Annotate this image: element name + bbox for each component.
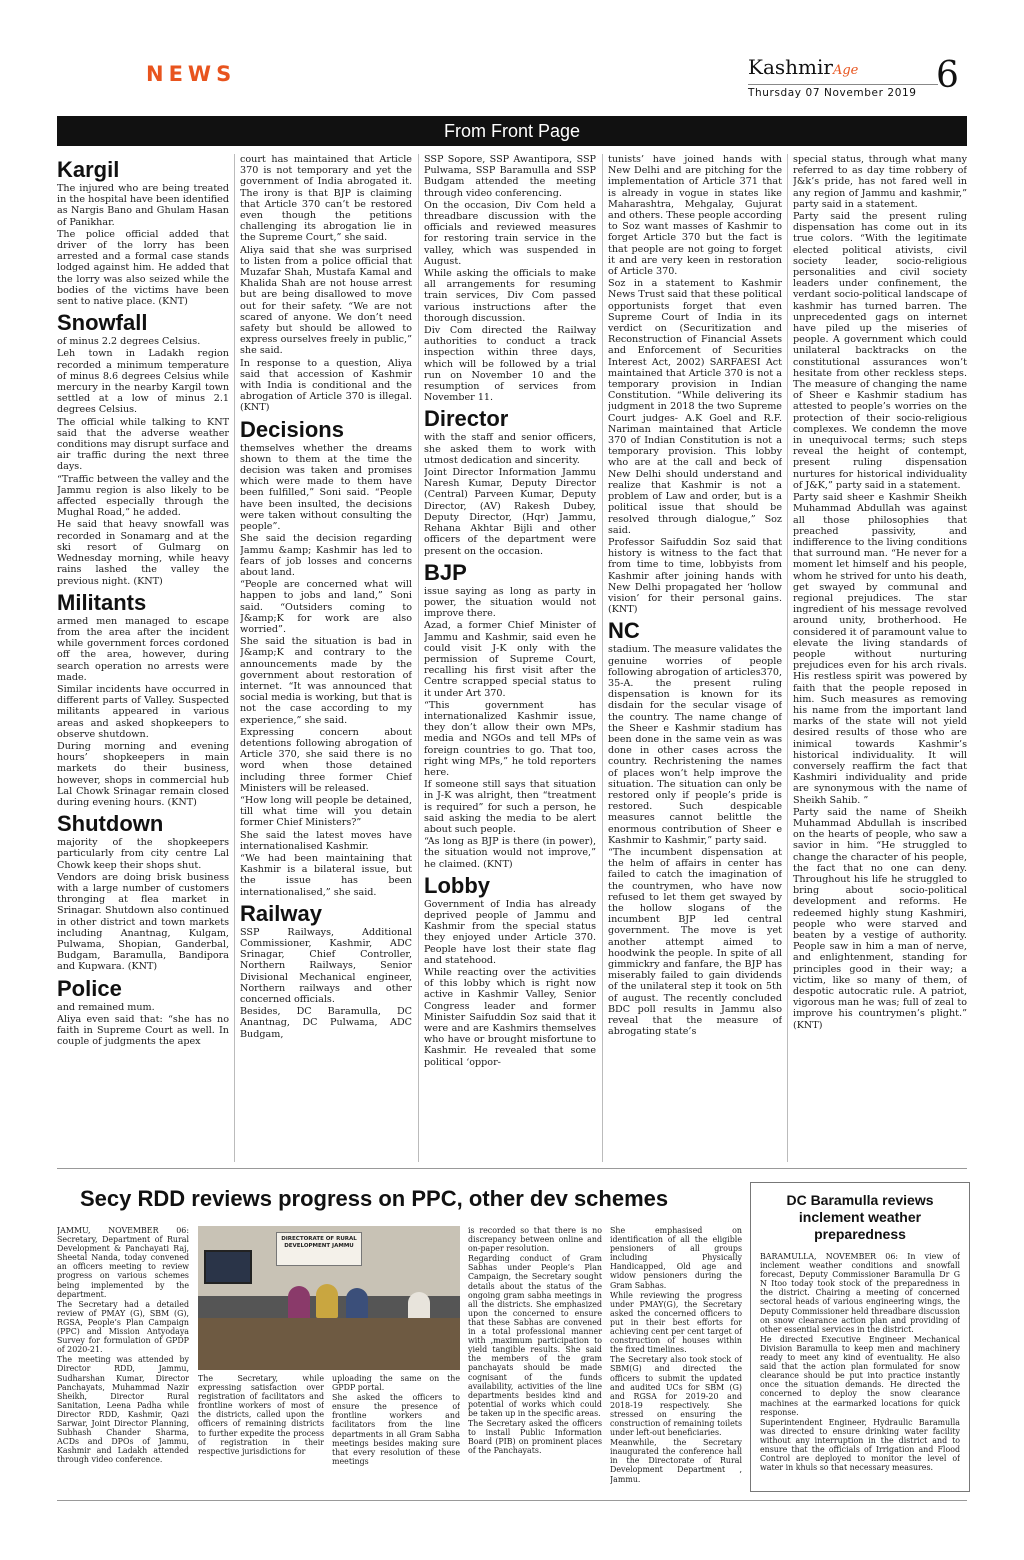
story-paragraph: special status, through what many referred to as day time robbery of J&k’s pride, has not fared well in any region of Jammu and kashmir,” party said in a statement. (793, 154, 967, 210)
story-heading: Police (57, 975, 122, 1001)
story-heading: Lobby (424, 872, 490, 898)
story-paragraph: “The incumbent dispensation at the helm of affairs in center has failed to catch the imagination of the countrymen, who have now refused to let them get swayed by the hollow slogans of the incumbent BJP led central government. The move is yet another attempt aimed to hoodwink the people. In spite of all gimmickry and fanfare, the BJP has miserably failed to gain dividends of the unilateral step it took on 5th of august. The recently concluded BDC poll results in Jammu also reveal that the measure of abrogating state’s (608, 846, 782, 1038)
dc-story-body (760, 1252, 960, 1484)
paper-name-sub: Age (832, 63, 859, 78)
story-paragraph: tunists’ have joined hands with New Delhi and are pitching for the implementation of Article 371 that is already in vogue in states like Maharashtra, Mehgalay, Gujurat and others. These people according to Soz want masses of Kashmir to forget Article 370 but the fact is that people are not going to forget it and are very keen in restoration of Article 370. (608, 154, 782, 278)
rdd-column-3 (332, 1374, 460, 1494)
story-paragraph: of minus 2.2 degrees Celsius. (57, 336, 201, 348)
story-paragraph: Aliya said that she was surprised to listen from a police official that Muzafar Shah, Mustafa Kamal and Khalida Shah are not house arrest but are being disallowed to move out for their safety. “We are not scared of anyone. We don’t need safety but should be allowed to express ourselves freely in public,” she said. (240, 244, 412, 357)
from-front-page-banner: From Front Page (57, 116, 967, 146)
story-paragraph: If someone still says that situation in J-K was alright, then “treatment is required” for such a person, he said asking the media to be alert about such people. (424, 779, 596, 835)
story-paragraph: “We had been maintaining that Kashmir is a bilateral issue, but the issue has been internationalised,” she said. (240, 852, 412, 898)
story-paragraph: While reviewing the progress under PMAY(G), the Secretary asked the concerned officers to put in their best efforts for achieving cent per cent target of construction of houses within the fixed timelines. (610, 1290, 742, 1355)
story-paragraph: The police official added that driver of the lorry has been arrested and a formal case stands lodged against him. He added that the lorry was also seized while the bodies of the victims have been sent to native place. (KNT) (57, 228, 229, 308)
front-page-column-5 (793, 154, 967, 1162)
story-paragraph: While reacting over the activities of this lobby which is right now active in Kashmir Valley, Senior Congress leader and former Minister Saifuddin Soz said that it were and are Kashmirs themselves who have or brought misfortune to Kashmir. He revealed that some political ‘oppor- (424, 967, 596, 1068)
column-rule (234, 154, 235, 1162)
story-paragraph: Meanwhile, the Secretary inaugurated the conference hall in the Directorate of Rural Development Department , Jammu. (610, 1438, 742, 1484)
front-page-column-2 (240, 154, 412, 1162)
story-paragraph: SSP Sopore, SSP Awantipora, SSP Pulwama, SSP Baramulla and SSP Budgam attended the meeting through video conferencing. (424, 154, 596, 199)
rdd-column-5 (610, 1226, 742, 1494)
page-number: 6 (936, 55, 959, 96)
story-heading: Director (424, 406, 509, 432)
story-paragraph: “How long will people be detained, till what time will you detain former Chief Ministers?” (240, 794, 412, 829)
bottom-rule (57, 1500, 967, 1501)
issue-date: Thursday 07 November 2019 (748, 84, 938, 99)
story-paragraph: “Traffic between the valley and the Jammu region is also likely to be affected especially through the Mughal Road,” he added. (57, 473, 229, 519)
story-paragraph: Expressing concern about detentions following abrogation of Article 370, she said there is no word when those detained including three former Chief Ministers will be released. (240, 726, 412, 794)
story-paragraph: The Secretary had a detailed review of PMAY (G), SBM (G), RGSA, People’s Plan Campaign (PPC) and Mission Antyodaya Survey for formulation of GPDP of 2020-21. (57, 1299, 189, 1355)
story-paragraph: On the occasion, Div Com held a threadbare discussion with the officials and reviewed measures for restoring train service in the valley, which was suspended in August. (424, 199, 596, 267)
story-paragraph: majority of the shopkeepers particularly from city centre Lal Chowk keep their shops shut. (57, 837, 229, 871)
story-paragraph: BARAMULLA, NOVEMBER 06: In view of inclement weather conditions and snowfall forecast, Deputy Commissioner Baramulla Dr G N Itoo today took stock of the preparedness in the district. Chairing a meeting of concerned sectoral heads of various engineering wings, the Deputy Commissioner held threadbare discussion on snow clearance action plan and providing of other essential services in the district. (760, 1252, 960, 1334)
story-paragraph: Aliya even said that: “she has no faith in Supreme Court as well. In couple of judgments the apex (57, 1013, 229, 1048)
story-paragraph: Similar incidents have occurred in different parts of Valley. Suspected militants appeared in various areas and asked shopkeepers to observe shutdown. (57, 683, 229, 740)
story-paragraph: She said the decision regarding Jammu &amp; Kashmir has led to fears of job losses and concerns about land. (240, 533, 412, 578)
story-paragraph: Party said sheer e Kashmir Sheikh Muhammad Abdullah was against all those philosophies that preached passivity, and indifference to the living conditions that surround man. “He never for a moment let himself and his people, whom he strived for unto his death, get swayed by communal and regional prejudices. The star ingredient of his message revolved around unity, brotherhood. He considered it of paramount value to elevate the living standards of people without nurturing prejudices even for his arch rivals. His restless spirit was powered by faith that the people reposed in him. Such measures as removing his name from the important land marks of the state will not yield desired results of those who are inimical towards Kashmir’s historical individuality. It will conversely reaffirm the fact that Kashmiri individuality and pride are synonymous with the name of Sheikh Sahib. ” (793, 492, 967, 806)
story-paragraph: Party said the name of Sheikh Muhammad Abdullah is inscribed on the hearts of people, who saw a savior in him. “He struggled to change the character of his people, the fact that no one can deny. Throughout his life he struggled to bring about socio-political development and reforms. He redeemed highly stung Kashmiri, people who were starved and beaten by a vestige of authority. People saw in him a man of nerve, and enlightenment, standing for principles good in their way; a victim, like so many of them, of despotic autocratic rule. A patriot, vigorous man he was; full of zeal to improve his countrymen’s plight.” (KNT) (793, 806, 967, 1031)
story-paragraph: Vendors are doing brisk business with a large number of customers thronging at flea market in Srinagar. Shutdown also continued in other district and town markets including Anantnag, Kulgam, Pulwama, Shopian, Ganderbal, Budgam, Baramulla, Bandipora and Kupwara. (KNT) (57, 871, 229, 973)
story-paragraph: In response to a question, Aliya said that accession of Kashmir with India is conditional and the abrogation of Article 370 is illegal. (KNT) (240, 357, 412, 414)
front-page-column-3 (424, 154, 596, 1162)
front-page-column-1 (57, 154, 229, 1162)
rdd-column-1 (57, 1226, 189, 1494)
story-paragraph: Besides, DC Baramulla, DC Anantnag, DC Pulwama, ADC Budgam, (240, 1006, 412, 1040)
story-paragraph: Party said the present ruling dispensation has come out in its true colors. “With the legitimate elected political ativists, civil society leader, socio-religious personalities and civil society leaders under confinement, the verdant socio-political landscape of kashmir has turned barren. The unprecedented gags on internet have piled up the miseries of people. A government which could unilateral backtracks on the constitutional assurances won’t hesitate from other reckless steps. The measure of changing the name of Sheer e Kashmir stadium has attested to people’s worries on the protection of their socio-religious complexes. We condemn the move in unequivocal terms; such steps reveal the height of contempt, present ruling dispensation nurtures for historical individuality of J&K,” party said in a statement. (793, 211, 967, 491)
story-paragraph: issue saying as long as party in power, the situation would not improve there. (424, 585, 596, 620)
story-paragraph: Professor Saifuddin Soz said that history is witness to the fact that from time to time, lobbyists from Kashmir after joining hands with New Delhi propagated her ‘hollow vision’ for their personal gains. (KNT) (608, 536, 782, 616)
rdd-column-4 (468, 1226, 602, 1494)
story-paragraph: The injured who are being treated in the hospital have been identified as Nargis Bano and Ghulam Hasan of Panikhar. (57, 183, 229, 228)
meeting-photo (198, 1226, 460, 1370)
rdd-column-2 (198, 1374, 324, 1494)
story-paragraph: Soz in a statement to Kashmir News Trust said that these political opportunists forget that even Supreme Court of India in its verdict on (Securitization and Reconstruction of Financial Assets and Enforcement of Securities Interest Act, 2002) SARFAESI Act maintained that Article 370 is not a temporary provision in Indian Constitution. “While delivering its judgment in 2018 the two Supreme Court judges- A.K Goel and R.F. Nariman maintained that Article 370 of Indian Constitution is not a temporary provision. This lobby who are at the call and beck of New Delhi should understand and realize that Kashmir is not a problem of Law and order, but is a political issue that should be resolved through dialogue,” Soz said. (608, 278, 782, 536)
story-heading: Kargil (57, 157, 120, 182)
front-page-column-4 (608, 154, 782, 1162)
story-paragraph: She said the latest moves have internationalised Kashmir. (240, 829, 412, 852)
story-paragraph: is recorded so that there is no discrepancy between online and on-paper resolution. (468, 1226, 602, 1254)
photo-sign: DIRECTORATE OF RURAL DEVELOPMENT JAMMU (276, 1232, 362, 1266)
column-rule (787, 154, 788, 1162)
story-paragraph: He directed Executive Engineer Mechanical Division Baramulla to keep men and machinery ready to meet any kind of eventuality. He also said that the action plan formulated for snow clearance should be put into practice instantly once the situation demands. He directed the concerned to deploy the snow clearance machines at the earmarked locations for quick response. (760, 1334, 960, 1417)
story-paragraph: The Secretary asked the officers to install Public Information Board (PIB) on prominent places of the Panchayats. (468, 1418, 602, 1456)
story-paragraph: Div Com directed the Railway authorities to conduct a track inspection within three days, which will be followed by a trial run on November 10 and the resumption of services from November 11. (424, 325, 596, 404)
story-heading: Railway (240, 900, 322, 926)
story-paragraph: uploading the same on the GPDP portal. (332, 1374, 460, 1393)
story-paragraph: with the staff and senior officers, she asked them to work with utmost dedication and sincerity. (424, 432, 596, 466)
story-paragraph: The official while talking to KNT said that the adverse weather conditions may disrupt surface and air traffic during the next three days. (57, 416, 229, 473)
story-paragraph: SSP Railways, Additional Commissioner, Kashmir, ADC Srinagar, Chief Controller, Northern Railways, Senior Divisional Mechanical engineer, Northern railways and other concerned officials. (240, 926, 412, 1006)
masthead (748, 56, 938, 99)
story-paragraph: She emphasised on identification of all the eligible pensioners of all groups including Physically Handicapped, Old age and widow pensioners during the Gram Sabhas. (610, 1226, 742, 1290)
story-paragraph: JAMMU, NOVEMBER 06: Secretary, Department of Rural Development & Panchayati Raj, Sheetal Nanda, today convened an officers meeting to review progress on various schemes being implemented by the department. (57, 1226, 189, 1299)
story-paragraph: The Secretary, while expressing satisfaction over registration of facilitators and frontline workers of most of the districts, called upon the officers of remaining districts to further expedite the process of registration in their respective jurisdictions for (198, 1374, 324, 1456)
story-paragraph: She said the situation is bad in J&amp;K and contrary to the announcements made by the government about restoration of internet. “It was announced that social media is working, but that is not the case according to my experience,” she said. (240, 636, 412, 726)
column-rule (602, 154, 603, 1162)
story-paragraph: court has maintained that Article 370 is not temporary and yet the government of India abrogated it. The irony is that BJP is claiming that Article 370 can’t be restored even though the petitions challenging its abrogation lie in the Supreme Court,” she said. (240, 154, 412, 244)
paper-name (748, 56, 938, 82)
story-paragraph: Government of India has already deprived people of Jammu and Kashmir from the special status they enjoyed under Article 370. People have lost their state flag and statehood. (424, 898, 596, 966)
column-rule (418, 154, 419, 1162)
story-heading: Snowfall (57, 310, 148, 336)
story-paragraph: She asked the officers to ensure the presence of frontline workers and facilitators from the line departments in all Gram Sabha meetings besides making sure that every resolution of these meetings (332, 1393, 460, 1466)
section-label: NEWS (146, 62, 237, 86)
story-paragraph: Joint Director Information Jammu Naresh Kumar, Deputy Director (Central) Parveen Kumar, Deputy Director, (AV) Rakesh Dubey, Deputy Director, (Hqr) Jammu, Rehana Akhtar Bijli and other officers of the department were present on the occasion. (424, 467, 596, 557)
story-paragraph: and remained mum. (57, 1001, 155, 1013)
story-paragraph: The meeting was attended by Director RDD, Jammu, Sudharshan Kumar, Director Panchayats, Muhammad Nazir Sheikh, Director Rural Sanitation, Leena Padha while Director RDD, Kashmir, Qazi Sarwar, Joint Director Planning, Subhash Chander Sharma, ACDs and DPOs of Jammu, Kashmir and Ladakh attended through video conference. (57, 1355, 189, 1465)
story-paragraph: He said that heavy snowfall was recorded in Sonamarg and at the ski resort of Gulmarg on Wednesday morning, while heavy rains lashed the valley the previous night. (KNT) (57, 519, 229, 587)
story-paragraph: During morning and evening hours’ shopkeepers in main markets do their business, however, shops in commercial hub Lal Chowk Srinagar remain closed during evening hours. (KNT) (57, 740, 229, 808)
story-paragraph: themselves whether the dreams shown to them at the time the decision was taken and promises which were made to them have been fulfilled,” Soni said. “People have been insulted, the decisions were taken without consulting the people”. (240, 442, 412, 533)
story-paragraph: “This government has internationalized Kashmir issue, they don’t allow their own MPs, media and NGOs and tell MPs of foreign countries to go. That too, right wing MPs,” he told reporters here. (424, 699, 596, 778)
dc-headline: DC Baramulla reviews inclement weather preparedness (786, 1192, 934, 1242)
story-heading: Shutdown (57, 811, 164, 837)
story-paragraph: Azad, a former Chief Minister of Jammu and Kashmir, said even he could visit J-K only with the permission of Supreme Court, recalling his first visit after the Centre scrapped special status to it under Art 370. (424, 620, 596, 699)
story-paragraph: “As long as BJP is there (in power), the situation would not improve,” he claimed. (KNT) (424, 836, 596, 870)
story-paragraph: While asking the officials to make all arrangements for resuming train services, Div Com passed various instructions after the thorough discussion. (424, 268, 596, 324)
story-paragraph: “People are concerned what will happen to jobs and land,” Soni said. “Outsiders coming to J&amp;K for work are also worried”. (240, 579, 412, 635)
section-divider (57, 1168, 967, 1169)
story-paragraph: Leh town in Ladakh region recorded a minimum temperature of minus 8.6 degrees Celsius while mercury in the nearby Kargil town settled at a low of minus 2.1 degrees Celsius. (57, 348, 229, 416)
rdd-headline: Secy RDD reviews progress on PPC, other dev schemes (80, 1186, 669, 1211)
story-paragraph: The Secretary also took stock of SBM(G) and directed the officers to submit the updated and audited UCs for SBM (G) and RGSA for 2019-20 and 2018-19 respectively. She stressed on ensuring the construction of remaining toilets under left-out beneficiaries. (610, 1355, 742, 1438)
story-heading: Decisions (240, 416, 344, 442)
story-heading: Militants (57, 589, 147, 615)
story-paragraph: stadium. The measure validates the genuine worries of people following abrogation of articles370, 35-A. the present ruling dispensation is known for its disdain for the secular visage of the country. The name change of the Sheer e Kashmir stadium has been done in the same vein as was done in other cases across the country. Rechristening the names of places won’t help improve the situation. The situation can only be restored only if people’s pride is restored. Such despicable measures cannot belittle the enormous contribution of Sheer e Kashmir to Kashmir,” party said. (608, 644, 782, 846)
story-heading: BJP (424, 559, 467, 585)
story-paragraph: Regarding conduct of Gram Sabhas under People’s Plan Campaign, the Secretary sought details about the status of the ongoing gram sabha meetings in all the districts. She emphasized upon the concerned to ensure that these Sabhas are convened in a total professional manner with ,maximum participation to yield tangible results. She said the members of the gram panchayats should be made cognisant of the funds availability, activities of the line departments besides kind and potential of works which could be taken up in the specific areas. (468, 1254, 602, 1418)
story-paragraph: Superintendent Engineer, Hydraulic Baramulla was directed to ensure drinking water facility without any interruption in the district and to ensure that the officials of Irrigation and Flood Control are deployed to monitor the level of water in khuls so that necessary measures. (760, 1417, 960, 1473)
story-paragraph: armed men managed to escape from the area after the incident while government forces cordoned off the area, however, during search operation no arrests were made. (57, 615, 229, 683)
paper-name-main: Kashmir (748, 55, 833, 79)
story-heading: NC (608, 618, 640, 644)
